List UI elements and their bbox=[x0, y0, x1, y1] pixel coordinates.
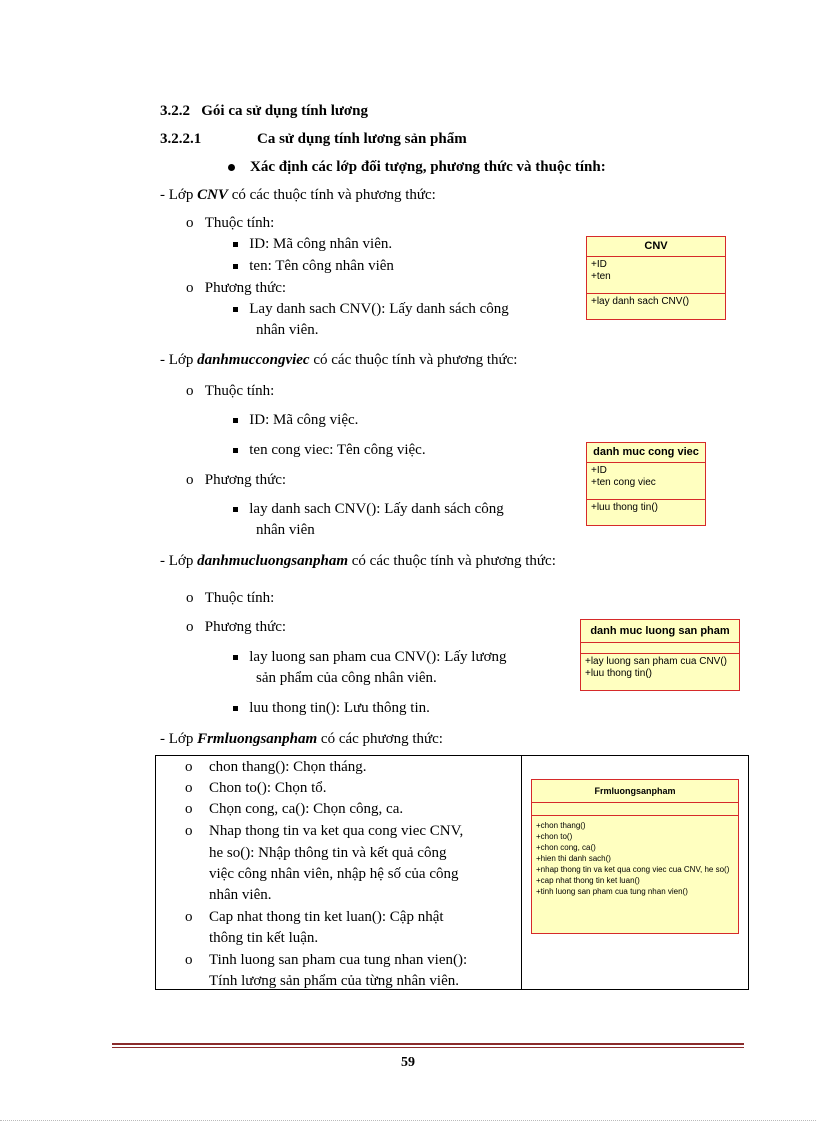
uml-class-name: CNV bbox=[587, 237, 725, 257]
uml-op: +chon cong, ca() bbox=[536, 843, 596, 852]
method-text: Lay danh sach CNV(): Lấy danh sách công bbox=[249, 301, 509, 317]
dmlsp-intro bbox=[160, 553, 556, 570]
circle-bullet-icon: o bbox=[186, 280, 194, 296]
uml-op: +tinh luong san pham cua tung nhan vien() bbox=[536, 887, 688, 896]
circle-bullet-icon: o bbox=[186, 472, 194, 488]
uml-attr: +ID bbox=[591, 259, 607, 270]
heading-title: Ca sử dụng tính lương sản phẩm bbox=[257, 131, 467, 147]
frm-item-6 bbox=[185, 950, 193, 971]
label: Thuộc tính: bbox=[204, 383, 275, 399]
uml-class-dmcv bbox=[586, 442, 706, 526]
cnv-attr-label bbox=[186, 215, 274, 232]
uml-attr: +ten cong viec bbox=[591, 477, 656, 488]
cnv-method-1 bbox=[233, 301, 509, 318]
circle-bullet-icon: o bbox=[185, 952, 193, 968]
square-bullet-icon bbox=[233, 418, 238, 423]
circle-bullet-icon: o bbox=[185, 759, 193, 775]
heading-title: Gói ca sử dụng tính lương bbox=[201, 103, 369, 119]
attr-text: ID: Mã công nhân viên. bbox=[249, 236, 393, 252]
attr-text: ten cong viec: Tên công việc. bbox=[249, 442, 426, 458]
frm-item-6-line2: Tính lương sản phẩm của từng nhân viên. bbox=[209, 973, 459, 989]
uml-attributes bbox=[587, 257, 725, 294]
label: Thuộc tính: bbox=[204, 590, 275, 606]
uml-class-frm bbox=[531, 779, 739, 934]
cnv-attr-2 bbox=[233, 258, 394, 275]
uml-class-name: Frmluongsanpham bbox=[532, 780, 738, 803]
page-bottom-dotted-line bbox=[0, 1120, 816, 1121]
method-text: lay danh sach CNV(): Lấy danh sách công bbox=[249, 501, 504, 517]
frm-intro bbox=[160, 731, 443, 748]
dmcv-method-1 bbox=[233, 501, 504, 518]
dmlsp-method-2 bbox=[233, 700, 430, 717]
uml-operations bbox=[587, 500, 705, 516]
square-bullet-icon bbox=[233, 264, 238, 269]
heading-number: 3.2.2.1 bbox=[160, 131, 202, 147]
frm-item-5 bbox=[185, 907, 193, 928]
method-text: lay luong san pham cua CNV(): Lấy lương bbox=[249, 649, 507, 665]
circle-bullet-icon: o bbox=[185, 780, 193, 796]
heading-3-2-2-1 bbox=[160, 131, 201, 148]
cnv-method-1-cont: nhân viên. bbox=[256, 322, 319, 338]
intro-post: có các thuộc tính và phương thức: bbox=[309, 352, 518, 368]
circle-bullet-icon: o bbox=[186, 619, 194, 635]
dmlsp-attr-label bbox=[186, 590, 274, 607]
footer-rule bbox=[112, 1043, 744, 1045]
circle-bullet-icon: o bbox=[186, 590, 194, 606]
uml-op: +chon thang() bbox=[536, 821, 586, 830]
uml-operations bbox=[581, 654, 739, 682]
label: Phương thức: bbox=[204, 619, 287, 635]
uml-op: +chon to() bbox=[536, 832, 573, 841]
page-number: 59 bbox=[401, 1055, 415, 1070]
method-text: luu thong tin(): Lưu thông tin. bbox=[249, 700, 430, 716]
uml-op: +lay luong san pham cua CNV() bbox=[585, 656, 728, 667]
frm-item-4-line1: Nhap thong tin va ket qua cong viec CNV, bbox=[209, 823, 464, 839]
frm-item-4-line4: nhân viên. bbox=[209, 887, 272, 903]
cnv-attr-1 bbox=[233, 236, 392, 253]
square-bullet-icon bbox=[233, 448, 238, 453]
frm-item-2 bbox=[185, 778, 193, 799]
heading-number: 3.2.2 bbox=[160, 103, 190, 119]
circle-bullet-icon: o bbox=[185, 823, 193, 839]
intro-post: có các thuộc tính và phương thức: bbox=[227, 187, 436, 203]
uml-op: +lay danh sach CNV() bbox=[591, 296, 690, 307]
heading-3-2-2 bbox=[160, 103, 368, 120]
attr-text: ID: Mã công việc. bbox=[249, 412, 359, 428]
uml-class-name: danh muc luong san pham bbox=[581, 620, 739, 643]
frm-item-3 bbox=[185, 799, 193, 820]
uml-op: +cap nhat thong tin ket luan() bbox=[536, 876, 640, 885]
uml-attributes bbox=[587, 463, 705, 500]
square-bullet-icon bbox=[233, 242, 238, 247]
intro-post: có các thuộc tính và phương thức: bbox=[348, 553, 556, 569]
cnv-method-label bbox=[186, 280, 286, 297]
frm-item-4-line2: he so(): Nhập thông tin và kết quả công bbox=[209, 845, 447, 861]
dmcv-attr-2 bbox=[233, 442, 426, 459]
square-bullet-icon bbox=[233, 307, 238, 312]
circle-bullet-icon: o bbox=[185, 801, 193, 817]
uml-attr: +ten bbox=[591, 271, 611, 282]
intro-pre: - Lớp bbox=[160, 352, 198, 368]
uml-operations bbox=[532, 816, 738, 899]
label: Thuộc tính: bbox=[204, 215, 275, 231]
uml-op: +nhap thong tin va ket qua cong viec cua CNV, he so() bbox=[536, 865, 730, 874]
square-bullet-icon bbox=[233, 706, 238, 711]
dmcv-attr-1 bbox=[233, 412, 358, 429]
uml-op: +hien thi danh sach() bbox=[536, 854, 611, 863]
cnv-intro bbox=[160, 187, 436, 204]
attr-text: ten: Tên công nhân viên bbox=[249, 258, 394, 274]
uml-class-name: danh muc cong viec bbox=[587, 443, 705, 463]
class-name: CNV bbox=[197, 187, 228, 203]
dmlsp-method-1 bbox=[233, 649, 507, 666]
uml-class-dmlsp bbox=[580, 619, 740, 691]
square-bullet-icon bbox=[233, 507, 238, 512]
uml-attr: +ID bbox=[591, 465, 607, 476]
frm-item-4 bbox=[185, 821, 193, 842]
frm-item-1 bbox=[185, 757, 193, 778]
circle-bullet-icon: o bbox=[186, 215, 194, 231]
bullet-heading bbox=[228, 159, 606, 176]
uml-op: +luu thong tin() bbox=[591, 502, 658, 513]
table-divider bbox=[521, 756, 522, 989]
frm-item-2-text: Chon to(): Chọn tổ. bbox=[209, 780, 327, 796]
intro-pre: - Lớp bbox=[160, 187, 198, 203]
frm-item-5-line2: thông tin kết luận. bbox=[209, 930, 319, 946]
frm-item-6-line1: Tinh luong san pham cua tung nhan vien(): bbox=[209, 952, 468, 968]
bullet-text: Xác định các lớp đối tượng, phương thức và thuộc tính: bbox=[250, 159, 606, 175]
uml-class-cnv bbox=[586, 236, 726, 320]
uml-operations bbox=[587, 294, 725, 310]
uml-op: +luu thong tin() bbox=[585, 668, 652, 679]
intro-post: có các phương thức: bbox=[317, 731, 443, 747]
square-bullet-icon bbox=[233, 655, 238, 660]
frm-item-1-text: chon thang(): Chọn tháng. bbox=[209, 759, 367, 775]
circle-bullet-icon: o bbox=[185, 909, 193, 925]
bullet-dot-icon bbox=[228, 164, 235, 171]
uml-attributes bbox=[532, 803, 738, 816]
label: Phương thức: bbox=[204, 472, 287, 488]
class-name: Frmluongsanpham bbox=[197, 731, 318, 747]
circle-bullet-icon: o bbox=[186, 383, 194, 399]
label: Phương thức: bbox=[204, 280, 287, 296]
dmcv-attr-label bbox=[186, 383, 274, 400]
intro-pre: - Lớp bbox=[160, 731, 198, 747]
dmcv-intro bbox=[160, 352, 517, 369]
intro-pre: - Lớp bbox=[160, 553, 198, 569]
class-name: danhmuccongviec bbox=[197, 352, 310, 368]
frm-item-5-line1: Cap nhat thong tin ket luan(): Cập nhật bbox=[209, 909, 444, 925]
frm-item-4-line3: việc công nhân viên, nhập hệ số của công bbox=[209, 866, 459, 882]
dmcv-method-1-cont: nhân viên bbox=[256, 522, 315, 538]
dmcv-method-label bbox=[186, 472, 286, 489]
dmlsp-method-label bbox=[186, 619, 286, 636]
uml-attributes bbox=[581, 643, 739, 654]
dmlsp-method-1-cont: sản phẩm của công nhân viên. bbox=[256, 670, 437, 686]
footer-rule-thin bbox=[112, 1047, 744, 1048]
frm-item-3-text: Chọn cong, ca(): Chọn công, ca. bbox=[209, 801, 404, 817]
class-name: danhmucluongsanpham bbox=[197, 553, 348, 569]
